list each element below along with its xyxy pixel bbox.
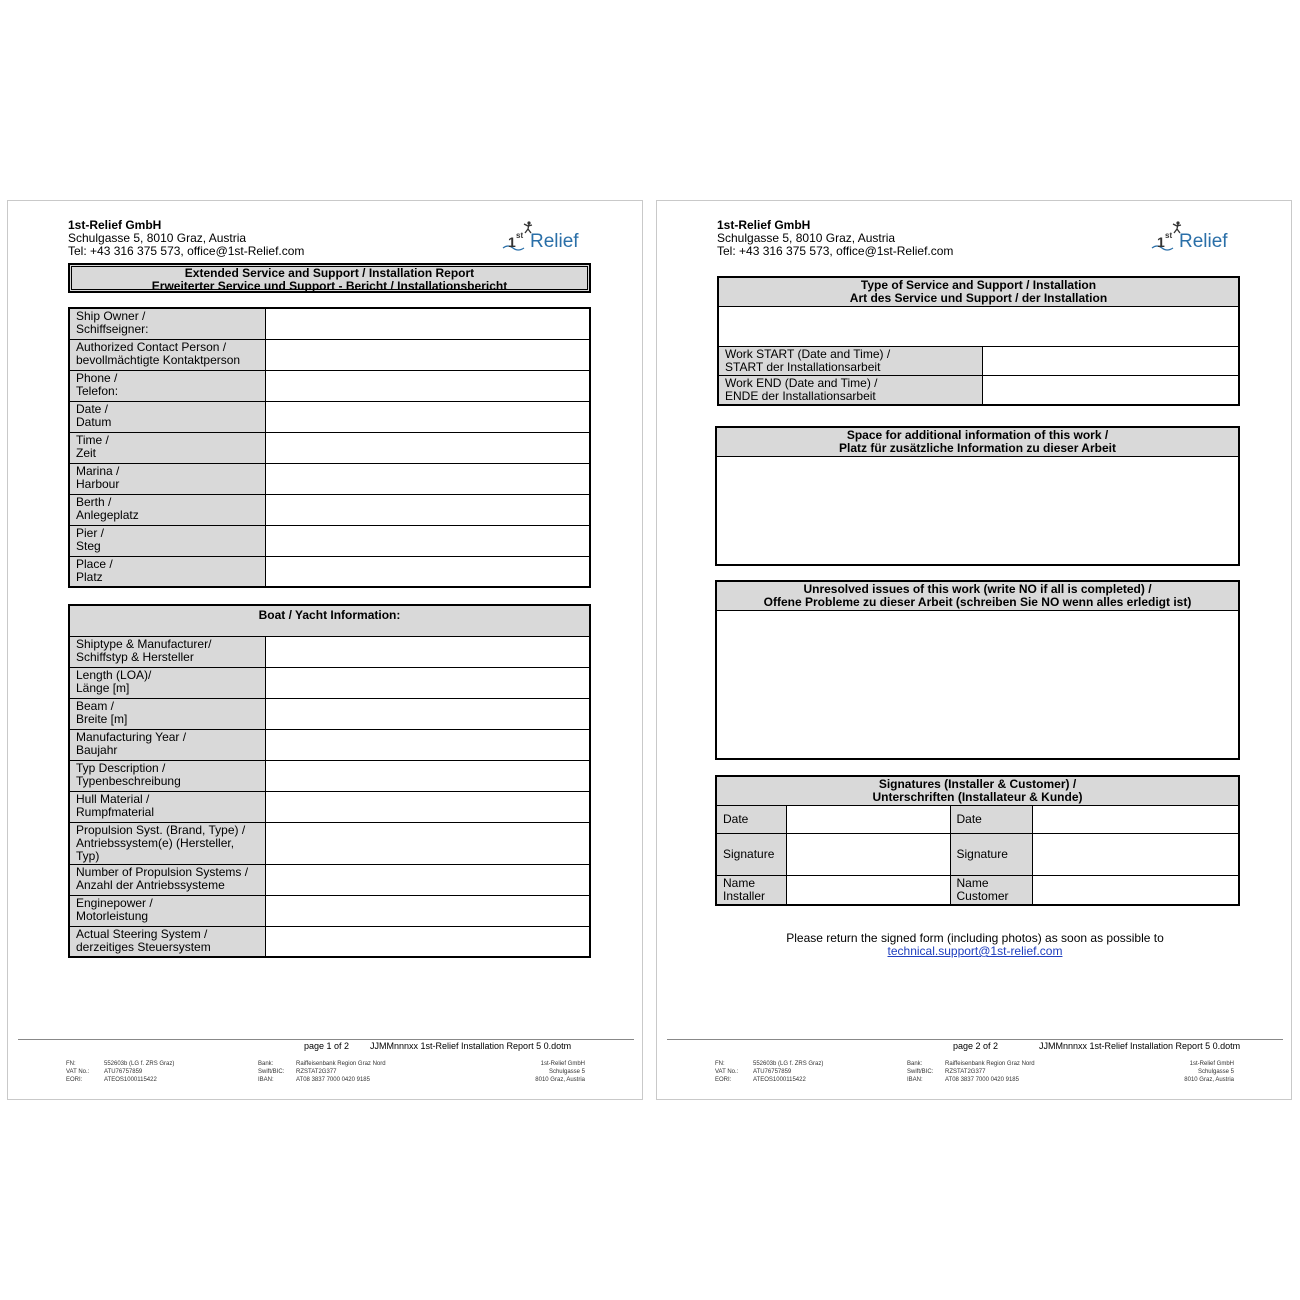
work-start-label	[718, 347, 982, 376]
return-note	[657, 932, 1293, 958]
footer-addr-1: 1st-Relief GmbH	[540, 1061, 585, 1067]
contact-label	[69, 556, 265, 587]
boat-info-header: Boat / Yacht Information:	[69, 605, 590, 636]
contact-input[interactable]	[265, 432, 590, 463]
contact-row	[69, 339, 590, 370]
contact-label-line2: Datum	[76, 414, 112, 429]
work-end-label	[718, 376, 982, 406]
contact-row	[69, 432, 590, 463]
contact-label-line2: Anlegeplatz	[76, 507, 139, 522]
report-title	[68, 263, 591, 293]
contact-label-line1: Berth /	[76, 494, 112, 509]
boat-label-line2: Breite [m]	[76, 711, 128, 726]
boat-input[interactable]	[265, 864, 590, 895]
vat-label: VAT No.:	[66, 1069, 90, 1075]
boat-info-table	[68, 604, 591, 958]
contact-label-line1: Date /	[76, 401, 109, 416]
contact-label	[69, 463, 265, 494]
company-contact-2: Tel: +43 316 375 573, office@1st-Relief.com	[717, 244, 954, 258]
service-type-field[interactable]	[718, 307, 1239, 347]
contact-label-line1: Authorized Contact Person /	[76, 339, 227, 354]
signatures-header	[716, 776, 1239, 806]
unresolved-issues-field[interactable]	[716, 611, 1239, 759]
work-end-label-1: Work END (Date and Time) /	[725, 376, 878, 390]
footer-registry-values-2	[753, 1060, 823, 1084]
boat-label	[69, 822, 265, 864]
contact-label-line2: Telefon:	[76, 383, 119, 398]
contact-label-line1: Pier /	[76, 525, 105, 540]
boat-label-line1: Length (LOA)/	[76, 667, 152, 682]
installer-name-label-2: Installer	[723, 889, 766, 903]
boat-row	[69, 729, 590, 760]
additional-info-header-2: Platz für zusätzliche Information zu dieser Arbeit	[839, 441, 1116, 455]
footer-addr-3: 8010 Graz, Austria	[535, 1077, 585, 1083]
boat-row	[69, 760, 590, 791]
boat-label-line1: Beam /	[76, 698, 115, 713]
installer-date-label: Date	[716, 806, 786, 834]
customer-name-label-1: Name	[956, 876, 989, 890]
service-type-header	[718, 277, 1239, 307]
bank-value-2: Raiffeisenbank Region Graz Nord	[945, 1061, 1035, 1067]
unresolved-issues-header	[716, 581, 1239, 611]
contact-label-line2: Harbour	[76, 476, 120, 491]
footer-bank-labels-2	[907, 1060, 933, 1084]
boat-input[interactable]	[265, 760, 590, 791]
service-type-header-2: Art des Service und Support / der Installation	[849, 291, 1108, 305]
company-header-2	[717, 219, 953, 258]
vat-value: ATU76757859	[104, 1069, 143, 1075]
contact-label	[69, 494, 265, 525]
company-name: 1st-Relief GmbH	[68, 218, 162, 232]
boat-input[interactable]	[265, 667, 590, 698]
signatures-header-1: Signatures (Installer & Customer) /	[878, 777, 1077, 791]
service-type-header-1: Type of Service and Support / Installation	[860, 278, 1097, 292]
boat-input[interactable]	[265, 791, 590, 822]
company-header	[68, 219, 304, 258]
logo-one: 1	[508, 234, 516, 250]
work-start-field[interactable]	[982, 347, 1239, 376]
report-title-line2: Erweiterter Service und Support - Bericht / Installationsbericht	[151, 279, 508, 293]
boat-label	[69, 926, 265, 957]
boat-input[interactable]	[265, 729, 590, 760]
boat-label	[69, 864, 265, 895]
contact-input[interactable]	[265, 494, 590, 525]
footer-registry-2	[715, 1060, 738, 1084]
contact-label-line2: Platz	[76, 569, 103, 584]
contact-input[interactable]	[265, 339, 590, 370]
swift-label-2: Swift/BIC:	[907, 1069, 934, 1075]
contact-label-line1: Place /	[76, 556, 113, 571]
logo-st: st	[516, 231, 524, 240]
footer-addr-2: Schulgasse 5	[548, 1069, 585, 1075]
boat-label-line1: Manufacturing Year /	[76, 729, 187, 744]
footer-registry-values	[104, 1060, 174, 1084]
contact-table	[68, 307, 591, 588]
page-number-2: page 2 of 2	[953, 1041, 999, 1051]
logo-relief: Relief	[530, 231, 579, 252]
boat-label	[69, 667, 265, 698]
boat-label	[69, 895, 265, 926]
boat-label	[69, 791, 265, 822]
swift-value: RZSTAT2G377	[296, 1069, 337, 1075]
vat-label-2: VAT No.:	[715, 1069, 739, 1075]
contact-input[interactable]	[265, 463, 590, 494]
company-address: Schulgasse 5, 8010 Graz, Austria	[68, 231, 247, 245]
work-start-label-2: START der Installationsarbeit	[725, 360, 881, 374]
installer-signature-label: Signature	[716, 834, 786, 876]
installer-signature-field[interactable]	[786, 834, 950, 876]
fn-label: FN:	[66, 1061, 76, 1067]
contact-label-line2: bevollmächtigte Kontaktperson	[76, 352, 241, 367]
customer-name-label	[950, 876, 1032, 906]
contact-label-line1: Marina /	[76, 463, 120, 478]
fn-value-2: 552603b (LG f. ZRS Graz)	[753, 1061, 824, 1067]
boat-label-line1: Actual Steering System /	[76, 926, 208, 941]
eori-value-2: ATEOS1000115422	[753, 1077, 806, 1083]
contact-row	[69, 525, 590, 556]
boat-label-line2: Antriebssystem(e) (Hersteller, Typ)	[76, 835, 235, 863]
footer-addr-1b: 1st-Relief GmbH	[1189, 1061, 1234, 1067]
footer-rule-2	[667, 1039, 1283, 1040]
boat-label-line1: Typ Description /	[76, 760, 166, 775]
contact-row	[69, 463, 590, 494]
boat-row	[69, 926, 590, 957]
contact-row	[69, 370, 590, 401]
boat-input[interactable]	[265, 822, 590, 864]
fn-value: 552603b (LG f. ZRS Graz)	[104, 1061, 175, 1067]
boat-input[interactable]	[265, 636, 590, 667]
customer-name-field[interactable]	[1032, 876, 1239, 906]
additional-info-header-1: Space for additional information of this work /	[846, 428, 1109, 442]
installer-date-field[interactable]	[786, 806, 950, 834]
contact-label-line1: Ship Owner /	[76, 309, 146, 323]
boat-input[interactable]	[265, 698, 590, 729]
boat-row	[69, 895, 590, 926]
contact-label	[69, 432, 265, 463]
boat-input[interactable]	[265, 926, 590, 957]
boat-label-line1: Shiptype & Manufacturer/	[76, 636, 212, 651]
contact-label-line2: Schiffseigner:	[76, 322, 149, 336]
additional-info-field[interactable]	[716, 457, 1239, 565]
company-name-2: 1st-Relief GmbH	[717, 218, 811, 232]
company-address-2: Schulgasse 5, 8010 Graz, Austria	[717, 231, 896, 245]
bank-label-2: Bank:	[907, 1061, 923, 1067]
installer-name-label	[716, 876, 786, 906]
boat-label-line2: Typenbeschreibung	[76, 773, 181, 788]
customer-name-label-2: Customer	[956, 889, 1009, 903]
signatures-table	[715, 775, 1240, 906]
swift-value-2: RZSTAT2G377	[945, 1069, 986, 1075]
boat-label	[69, 760, 265, 791]
contact-row	[69, 494, 590, 525]
logo-relief-2: Relief	[1179, 231, 1228, 252]
report-title-line1: Extended Service and Support / Installation Report	[184, 266, 475, 280]
contact-row	[69, 308, 590, 339]
boat-row	[69, 864, 590, 895]
installer-name-label-1: Name	[723, 876, 756, 890]
logo-one-2: 1	[1157, 234, 1165, 250]
boat-label	[69, 729, 265, 760]
boat-row	[69, 698, 590, 729]
service-type-table	[717, 276, 1240, 406]
customer-signature-label: Signature	[950, 834, 1032, 876]
swift-label: Swift/BIC:	[258, 1069, 285, 1075]
boat-label	[69, 636, 265, 667]
boat-row	[69, 822, 590, 864]
iban-label-2: IBAN:	[907, 1077, 923, 1083]
footer-bank-labels	[258, 1060, 284, 1084]
boat-label-line2: Baujahr	[76, 742, 118, 757]
boat-label	[69, 698, 265, 729]
contact-label-line2: Zeit	[76, 445, 97, 460]
customer-date-label: Date	[950, 806, 1032, 834]
contact-input[interactable]	[265, 401, 590, 432]
contact-row	[69, 401, 590, 432]
additional-info-header	[716, 427, 1239, 457]
signatures-header-2: Unterschriften (Installateur & Kunde)	[872, 790, 1083, 804]
boat-label-line2: Schiffstyp & Hersteller	[76, 649, 194, 664]
contact-input[interactable]	[265, 556, 590, 587]
footer-address-2	[1137, 1060, 1234, 1084]
boat-label-line2: derzeitiges Steuersystem	[76, 939, 211, 954]
boat-row	[69, 636, 590, 667]
work-start-label-1: Work START (Date and Time) /	[725, 347, 891, 361]
eori-value: ATEOS1000115422	[104, 1077, 157, 1083]
footer-registry	[66, 1060, 89, 1084]
contact-row	[69, 556, 590, 587]
page-2	[656, 200, 1292, 1100]
document-name: JJMMnnnxx 1st-Relief Installation Report 5 0.dotm	[370, 1041, 572, 1051]
installer-name-field[interactable]	[786, 876, 950, 906]
unresolved-issues-header-1: Unresolved issues of this work (write NO if all is completed) /	[803, 582, 1152, 596]
contact-input[interactable]	[265, 370, 590, 401]
footer-address	[488, 1060, 585, 1084]
document-name-2: JJMMnnnxx 1st-Relief Installation Report 5 0.dotm	[1039, 1041, 1241, 1051]
logo-st-2: st	[1165, 231, 1173, 240]
contact-label-line2: Steg	[76, 538, 101, 553]
footer-rule	[18, 1039, 634, 1040]
bank-label: Bank:	[258, 1061, 274, 1067]
contact-label	[69, 308, 265, 339]
company-logo-2	[1149, 221, 1239, 255]
additional-info-table	[715, 426, 1240, 566]
boat-row	[69, 667, 590, 698]
eori-label-2: EORI:	[715, 1077, 732, 1083]
page-1	[7, 200, 643, 1100]
footer-addr-2b: Schulgasse 5	[1197, 1069, 1234, 1075]
boat-label-line2: Länge [m]	[76, 680, 130, 695]
contact-label	[69, 401, 265, 432]
contact-label	[69, 525, 265, 556]
return-text: Please return the signed form (including photos) as soon as possible to	[786, 931, 1164, 945]
contact-input[interactable]	[265, 525, 590, 556]
footer-bank-values-2	[945, 1060, 1035, 1084]
boat-label-line1: Enginepower /	[76, 895, 153, 910]
boat-input[interactable]	[265, 895, 590, 926]
customer-date-field[interactable]	[1032, 806, 1239, 834]
contact-label	[69, 370, 265, 401]
work-end-field[interactable]	[982, 376, 1239, 406]
unresolved-issues-table	[715, 580, 1240, 760]
page-number: page 1 of 2	[304, 1041, 350, 1051]
company-logo	[500, 221, 590, 255]
support-email-link[interactable]: technical.support@1st-relief.com	[887, 944, 1063, 958]
unresolved-issues-header-2: Offene Probleme zu dieser Arbeit (schreiben Sie NO wenn alles erledigt ist)	[763, 595, 1192, 609]
eori-label: EORI:	[66, 1077, 83, 1083]
customer-signature-field[interactable]	[1032, 834, 1239, 876]
company-contact: Tel: +43 316 375 573, office@1st-Relief.com	[68, 244, 305, 258]
boat-label-line2: Anzahl der Antriebssysteme	[76, 877, 225, 892]
boat-label-line1: Hull Material /	[76, 791, 150, 806]
iban-value: AT08 3837 7000 0420 9185	[296, 1077, 370, 1083]
contact-label-line1: Phone /	[76, 370, 118, 385]
bank-value: Raiffeisenbank Region Graz Nord	[296, 1061, 386, 1067]
contact-label	[69, 339, 265, 370]
boat-label-line2: Rumpfmaterial	[76, 804, 155, 819]
contact-label-line1: Time /	[76, 432, 109, 447]
iban-label: IBAN:	[258, 1077, 274, 1083]
footer-addr-3b: 8010 Graz, Austria	[1184, 1077, 1234, 1083]
boat-label-line1: Propulsion Syst. (Brand, Type) /	[76, 822, 246, 837]
vat-value-2: ATU76757859	[753, 1069, 792, 1075]
work-end-label-2: ENDE der Installationsarbeit	[725, 389, 876, 403]
boat-label-line1: Number of Propulsion Systems /	[76, 864, 249, 879]
contact-input[interactable]	[265, 308, 590, 339]
boat-row	[69, 791, 590, 822]
boat-label-line2: Motorleistung	[76, 908, 149, 923]
iban-value-2: AT08 3837 7000 0420 9185	[945, 1077, 1019, 1083]
footer-bank-values	[296, 1060, 386, 1084]
fn-label-2: FN:	[715, 1061, 725, 1067]
